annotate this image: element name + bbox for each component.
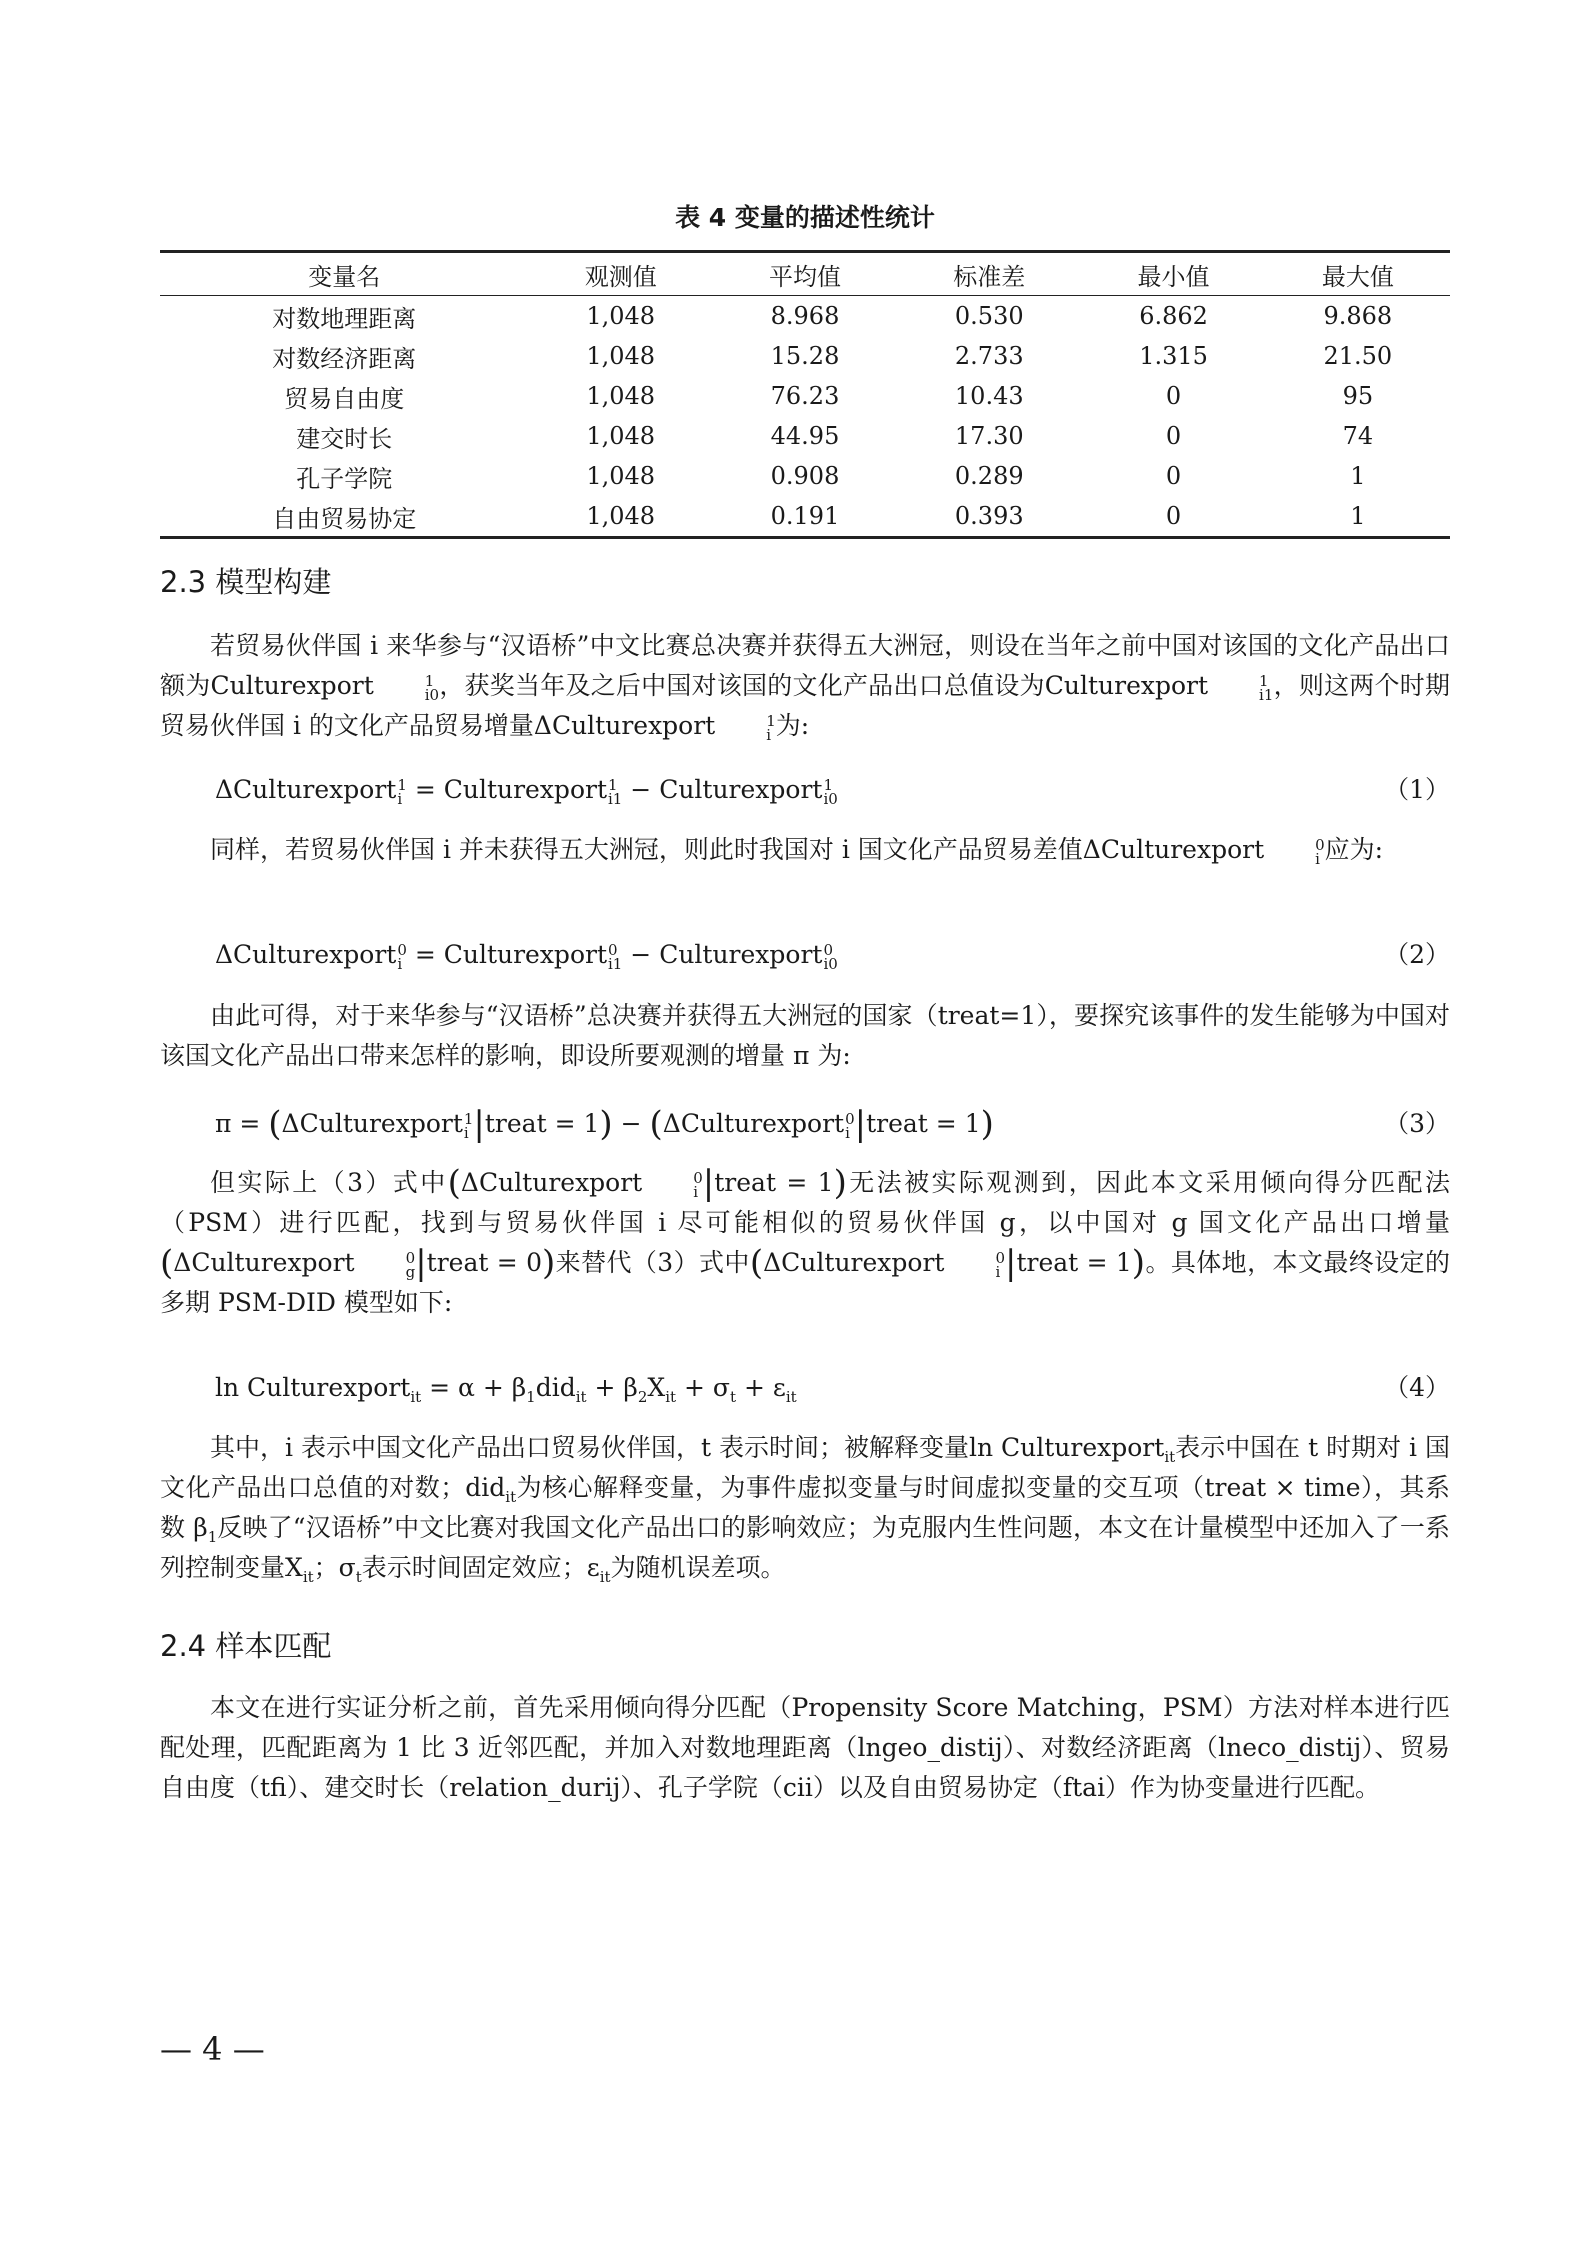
header-cell: 标准差 xyxy=(897,252,1081,296)
table-row xyxy=(160,296,1450,337)
table-cell: 对数地理距离 xyxy=(272,304,417,333)
table-row xyxy=(160,416,1450,456)
header-cell: 平均值 xyxy=(713,252,897,296)
table-cell: 1 xyxy=(1266,496,1450,538)
table-cell: 9.868 xyxy=(1323,302,1393,330)
table-cell: 0 xyxy=(1165,422,1182,450)
table-cell: 15.28 xyxy=(770,342,840,370)
table-cell: 1,048 xyxy=(586,302,656,330)
table-cell: 0.191 xyxy=(713,496,897,538)
table-cell: 0.289 xyxy=(954,462,1024,490)
header-cell: 观测值 xyxy=(529,252,713,296)
table-cell: 2.733 xyxy=(954,342,1024,370)
table-cell: 1,048 xyxy=(529,496,713,538)
table-cell: 10.43 xyxy=(954,382,1024,410)
paragraph-treatment-effect: 由此可得，对于来华参与“汉语桥”总决赛并获得五大洲冠的国家（treat=1），要探究该事件的发生能够为中国对该国文化产品出口带来怎样的影响，即设所要观测的增量 π 为: xyxy=(160,1001,1450,1070)
table-cell: 对数经济距离 xyxy=(272,344,417,373)
table-cell: 自由贸易协定 xyxy=(160,496,529,538)
table-caption: 表 4 变量的描述性统计 xyxy=(675,203,935,232)
paragraph-sample-matching: 本文在进行实证分析之前，首先采用倾向得分匹配（Propensity Score Matching，PSM）方法对样本进行匹配处理，匹配距离为 1 比 3 近邻匹配，并加入对数地理距离（lngeo_distij）、对数经济距离（lneco_distij）、贸易自由度（tfi）、建交时长（relation_durij）、孔子学院（cii）以及自由贸易协定（ftai）作为协变量进行匹配。 xyxy=(160,1693,1450,1802)
table-row xyxy=(160,456,1450,496)
equation-4: ln Culturexport$_{it}$ = $\alpha + \beta_1did_{it} + \beta_2X_{it} + \sigma_t + \varepsilon_{it}$ （4） xyxy=(215,1370,1450,1406)
page-number: — 4 — xyxy=(160,2030,265,2068)
table-row xyxy=(160,336,1450,376)
paragraph-model-intro: 若贸易伙伴国 i 来华参与“汉语桥”中文比赛总决赛并获得五大洲冠，则设在当年之前中国对该国的文化产品出口额为Culturexport 1 i0 ，获奖当年及之后中国对该国的文化产品出口总值设为Culturexport 1 i1 ，则这两个时期贸易伙伴国 i 的文化产品贸易增量ΔCulturexport 1 i 为: xyxy=(160,631,1450,744)
table-cell: 0.908 xyxy=(770,462,840,490)
table-cell: 95 xyxy=(1342,382,1374,410)
paragraph-psm-method: 但实际上（3）式中(ΔCulturexport 0 i |treat = 1)无法被实际观测到，因此本文采用倾向得分匹配法（PSM）进行匹配，找到与贸易伙伴国 i 尽可能相似的贸易伙伴国 g，以中国对 g 国文化产品出口增量(ΔCulturexport 0 g |treat = 0)来替代（3）式中(ΔCulturexport 0 i |treat = 1)。具体地，本文最终设定的多期 PSM-DID 模型如下: xyxy=(160,1163,1450,1317)
equation-number: （1） xyxy=(1384,775,1450,804)
equation-3: π = (ΔCulturexport 1 i |treat = 1) − (ΔCulturexport 0 i |treat = 1) （3） xyxy=(215,1104,1450,1144)
table-cell: 1 xyxy=(1350,462,1366,490)
table-row xyxy=(160,496,1450,538)
table-cell: 0.393 xyxy=(897,496,1081,538)
table-cell: 1,048 xyxy=(586,382,656,410)
paragraph-variable-definitions: 其中，i 表示中国文化产品出口贸易伙伴国，t 表示时间；被解释变量ln Culturexport$_{it}$表示中国在 t 时期对 i 国文化产品出口总值的对数；did$_{it}$为核心解释变量，为事件虚拟变量与时间虚拟变量的交互项（treat × time），其系数 $\beta_1$反映了“汉语桥”中文比赛对我国文化产品出口的影响效应；为克服内生性问题，本文在计量模型中还加入了一系列控制变量$X_{it}$；$\sigma_t$表示时间固定效应；$\varepsilon_{it}$为随机误差项。 xyxy=(160,1433,1450,1586)
header-cell: 最小值 xyxy=(1081,252,1265,296)
table-cell: 76.23 xyxy=(770,382,840,410)
table-cell: 贸易自由度 xyxy=(284,384,405,413)
equation-number: （3） xyxy=(1384,1109,1450,1138)
table-cell: 0.530 xyxy=(954,302,1024,330)
table-cell: 44.95 xyxy=(770,422,840,450)
table-cell: 6.862 xyxy=(1139,302,1208,330)
equation-number: （2） xyxy=(1384,940,1450,969)
table-cell: 1,048 xyxy=(586,462,656,490)
equation-number: （4） xyxy=(1384,1373,1450,1402)
table-cell: 建交时长 xyxy=(296,424,393,453)
section-heading-2-4: 2.4 样本匹配 xyxy=(160,1629,332,1663)
table-cell: 1,048 xyxy=(586,422,656,450)
table-cell: 0 xyxy=(1081,496,1265,538)
header-cell: 变量名 xyxy=(160,252,529,296)
table-cell: 1.315 xyxy=(1139,342,1208,370)
table-cell: 0 xyxy=(1165,382,1182,410)
section-heading-2-3: 2.3 模型构建 xyxy=(160,565,332,599)
table-row xyxy=(160,376,1450,416)
table-cell: 8.968 xyxy=(770,302,840,330)
equation-2: ΔCulturexport 0 i = Culturexport 0 i1 − Culturexport 0 i0 （2） xyxy=(215,937,1450,973)
table-cell: 孔子学院 xyxy=(296,464,393,493)
table-header-row xyxy=(160,252,1450,296)
table-cell: 74 xyxy=(1342,422,1374,450)
equation-1: ΔCulturexport 1 i = Culturexport 1 i1 − Culturexport 1 i0 （1） xyxy=(215,772,1450,808)
descriptive-stats-table xyxy=(160,250,1450,539)
table-cell: 17.30 xyxy=(954,422,1024,450)
table-cell: 1,048 xyxy=(586,342,656,370)
table-cell: 0 xyxy=(1165,462,1182,490)
header-cell: 最大值 xyxy=(1266,252,1450,296)
paragraph-control-case: 同样，若贸易伙伴国 i 并未获得五大洲冠，则此时我国对 i 国文化产品贸易差值ΔCulturexport 0 i 应为: xyxy=(210,835,1384,868)
table-cell: 21.50 xyxy=(1323,342,1393,370)
